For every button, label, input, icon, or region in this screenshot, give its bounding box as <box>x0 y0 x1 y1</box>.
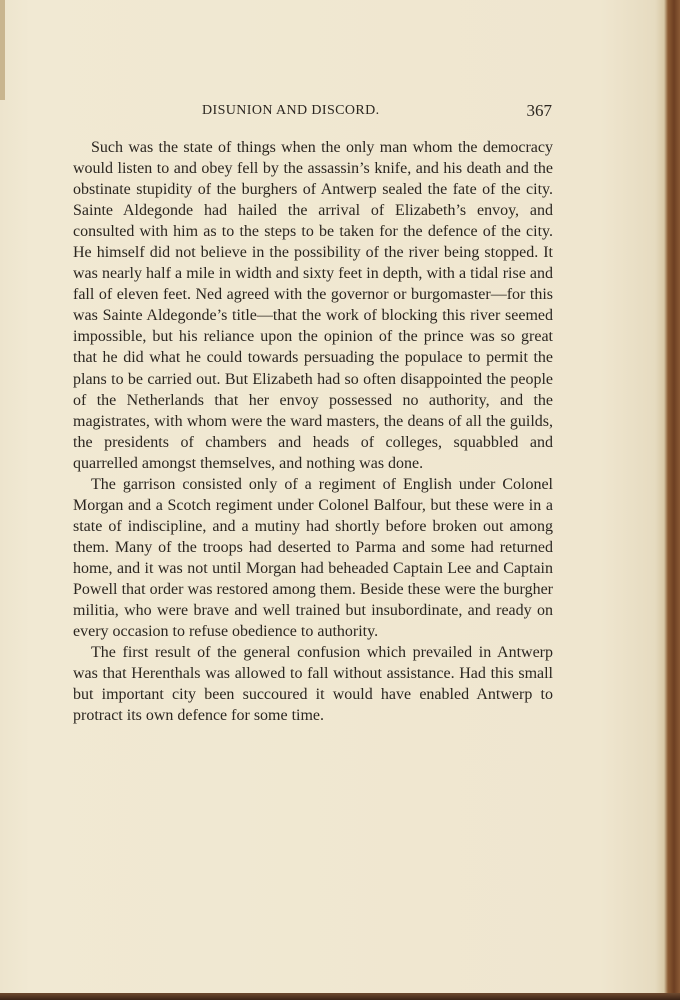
page-bottom-edge <box>0 993 680 1000</box>
page-left-edge <box>0 0 5 100</box>
paragraph: Such was the state of things when the only man whom the democracy would listen to and obey fell by the assassin’s knife, and his death and the obstinate stupidity of the burghers of Antwerp sealed the fate of the city. Sainte Aldegonde had hailed the arrival of Elizabeth’s envoy, and consulted with him as to the steps to be taken for the defence of the city. He himself did not believe in the possibility of the river being stopped. It was nearly half a mile in width and sixty feet in depth, with a tidal rise and fall of eleven feet. Ned agreed with the governor or burgomaster—for this was Sainte Aldegonde’s title—that the work of blocking this river seemed impossible, but his reliance upon the opinion of the prince was so great that he did what he could towards persuading the populace to permit the plans to be carried out. But Elizabeth had so often disappointed the people of the Netherlands that her envoy possessed no authority, and the magistrates, with whom were the ward masters, the deans of all the guilds, the presidents of chambers and heads of colleges, squabbled and quarrelled amongst themselves, and nothing was done. <box>73 139 553 472</box>
running-title: DISUNION AND DISCORD. <box>202 103 380 118</box>
paragraph: The garrison consisted only of a regiment of English under Colonel Morgan and a Scotch regiment under Colonel Balfour, but these were in a state of indiscipline, and a mutiny had shortly before broken out among them. Many of the troops had deserted to Parma and some had returned home, and it was not until Morgan had beheaded Captain Lee and Captain Powell that order was restored among them. Beside these were the burgher militia, who were brave and well trained but insubordinate, and ready on every occasion to refuse obedience to authority. <box>73 475 553 641</box>
page-header <box>202 103 552 123</box>
body-text <box>73 137 553 726</box>
paragraph: The first result of the general confusion which prevailed in Antwerp was that Herenthals was allowed to fall without assistance. Had this small but important city been succoured it would have enabled Antwerp to protract its own defence for some time. <box>73 644 553 725</box>
page-number: 367 <box>526 101 552 120</box>
